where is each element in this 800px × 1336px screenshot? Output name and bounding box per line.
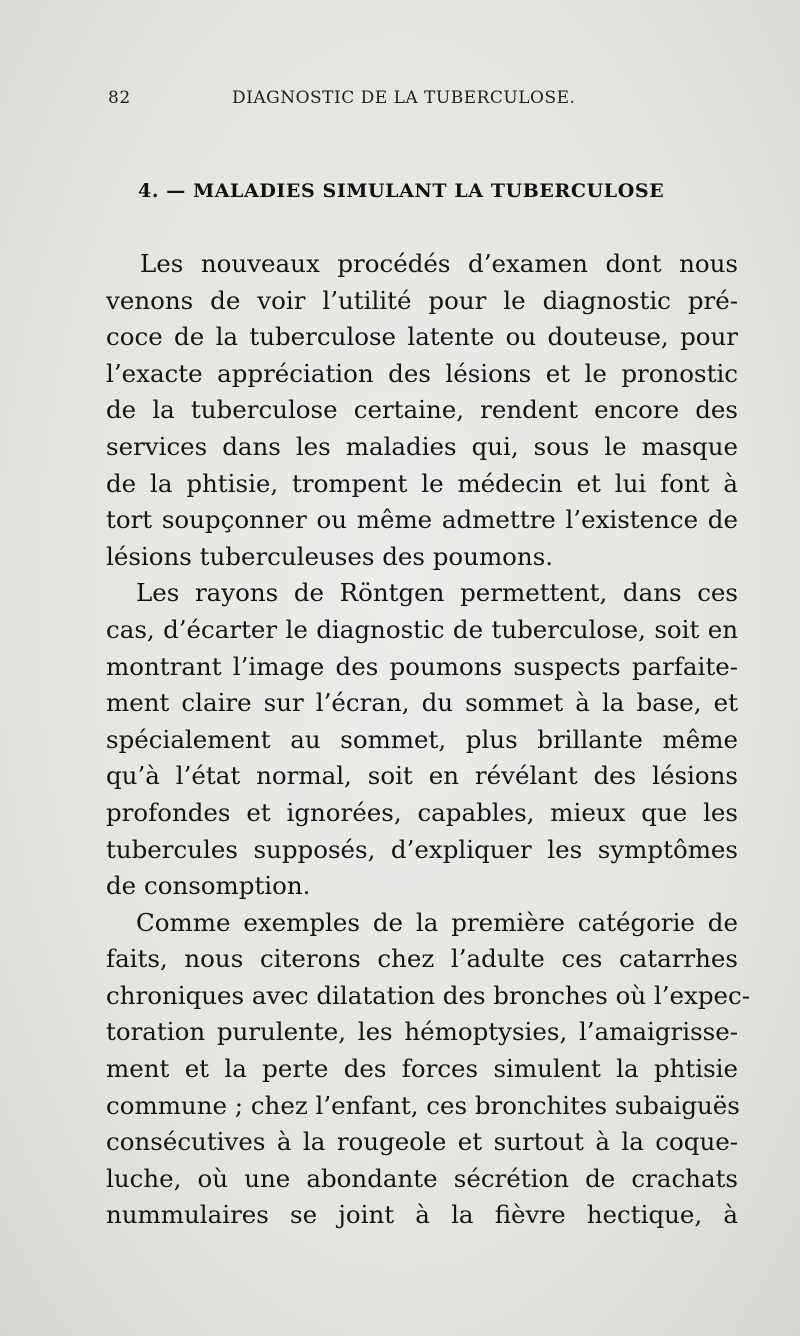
text-line: venons de voir l’utilité pour le diagnostic pré- <box>106 285 738 315</box>
text-line: cas, d’écarter le diagnostic de tuberculose, soit en <box>106 614 738 644</box>
text-line: tubercules supposés, d’expliquer les symptômes <box>106 834 738 864</box>
text-line: de la tuberculose certaine, rendent encore des <box>106 395 738 425</box>
running-title: DIAGNOSTIC DE LA TUBERCULOSE. <box>232 88 576 108</box>
text-line: Les nouveaux procédés d’examen dont nous <box>140 249 738 278</box>
text-line: spécialement au sommet, plus brillante même <box>106 724 738 754</box>
page-number: 82 <box>108 88 131 108</box>
text-line: Comme exemples de la première catégorie de <box>136 907 738 937</box>
text-line: de la phtisie, trompent le médecin et lui font à <box>106 468 738 498</box>
text-line: chroniques avec dilatation des bronches où l’expec- <box>106 980 751 1010</box>
text-line: de consomption. <box>106 871 311 901</box>
text-line: tort soupçonner ou même admettre l’existence de <box>106 505 738 535</box>
text-line: profondes et ignorées, capables, mieux que les <box>106 797 738 827</box>
text-line: services dans les maladies qui, sous le masque <box>106 431 738 461</box>
text-line: coce de la tuberculose latente ou douteuse, pour <box>106 322 738 352</box>
page-header <box>108 88 628 118</box>
text-line: nummulaires se joint à la fièvre hectique, à <box>106 1200 738 1230</box>
text-line: montrant l’image des poumons suspects parfaite- <box>106 651 738 681</box>
section-title: 4. — MALADIES SIMULANT LA TUBERCULOSE <box>138 180 665 202</box>
text-line: consécutives à la rougeole et surtout à la coque- <box>106 1127 738 1157</box>
text-line: toration purulente, les hémoptysies, l’amaigrisse- <box>106 1017 738 1047</box>
text-line: qu’à l’état normal, soit en révélant des lésions <box>106 761 738 791</box>
text-line: ment claire sur l’écran, du sommet à la base, et <box>106 688 738 718</box>
text-line: faits, nous citerons chez l’adulte ces catarrhes <box>106 944 738 974</box>
text-line: lésions tuberculeuses des poumons. <box>106 541 554 571</box>
text-line: ment et la perte des forces simulent la phtisie <box>106 1054 738 1084</box>
text-line: commune ; chez l’enfant, ces bronchites subaiguës <box>106 1090 740 1120</box>
text-line: Les rayons de Röntgen permettent, dans ces <box>136 578 738 608</box>
text-line: luche, où une abondante sécrétion de crachats <box>106 1163 738 1193</box>
body-text <box>106 246 751 1234</box>
text-line: l’exacte appréciation des lésions et le pronostic <box>106 358 738 388</box>
